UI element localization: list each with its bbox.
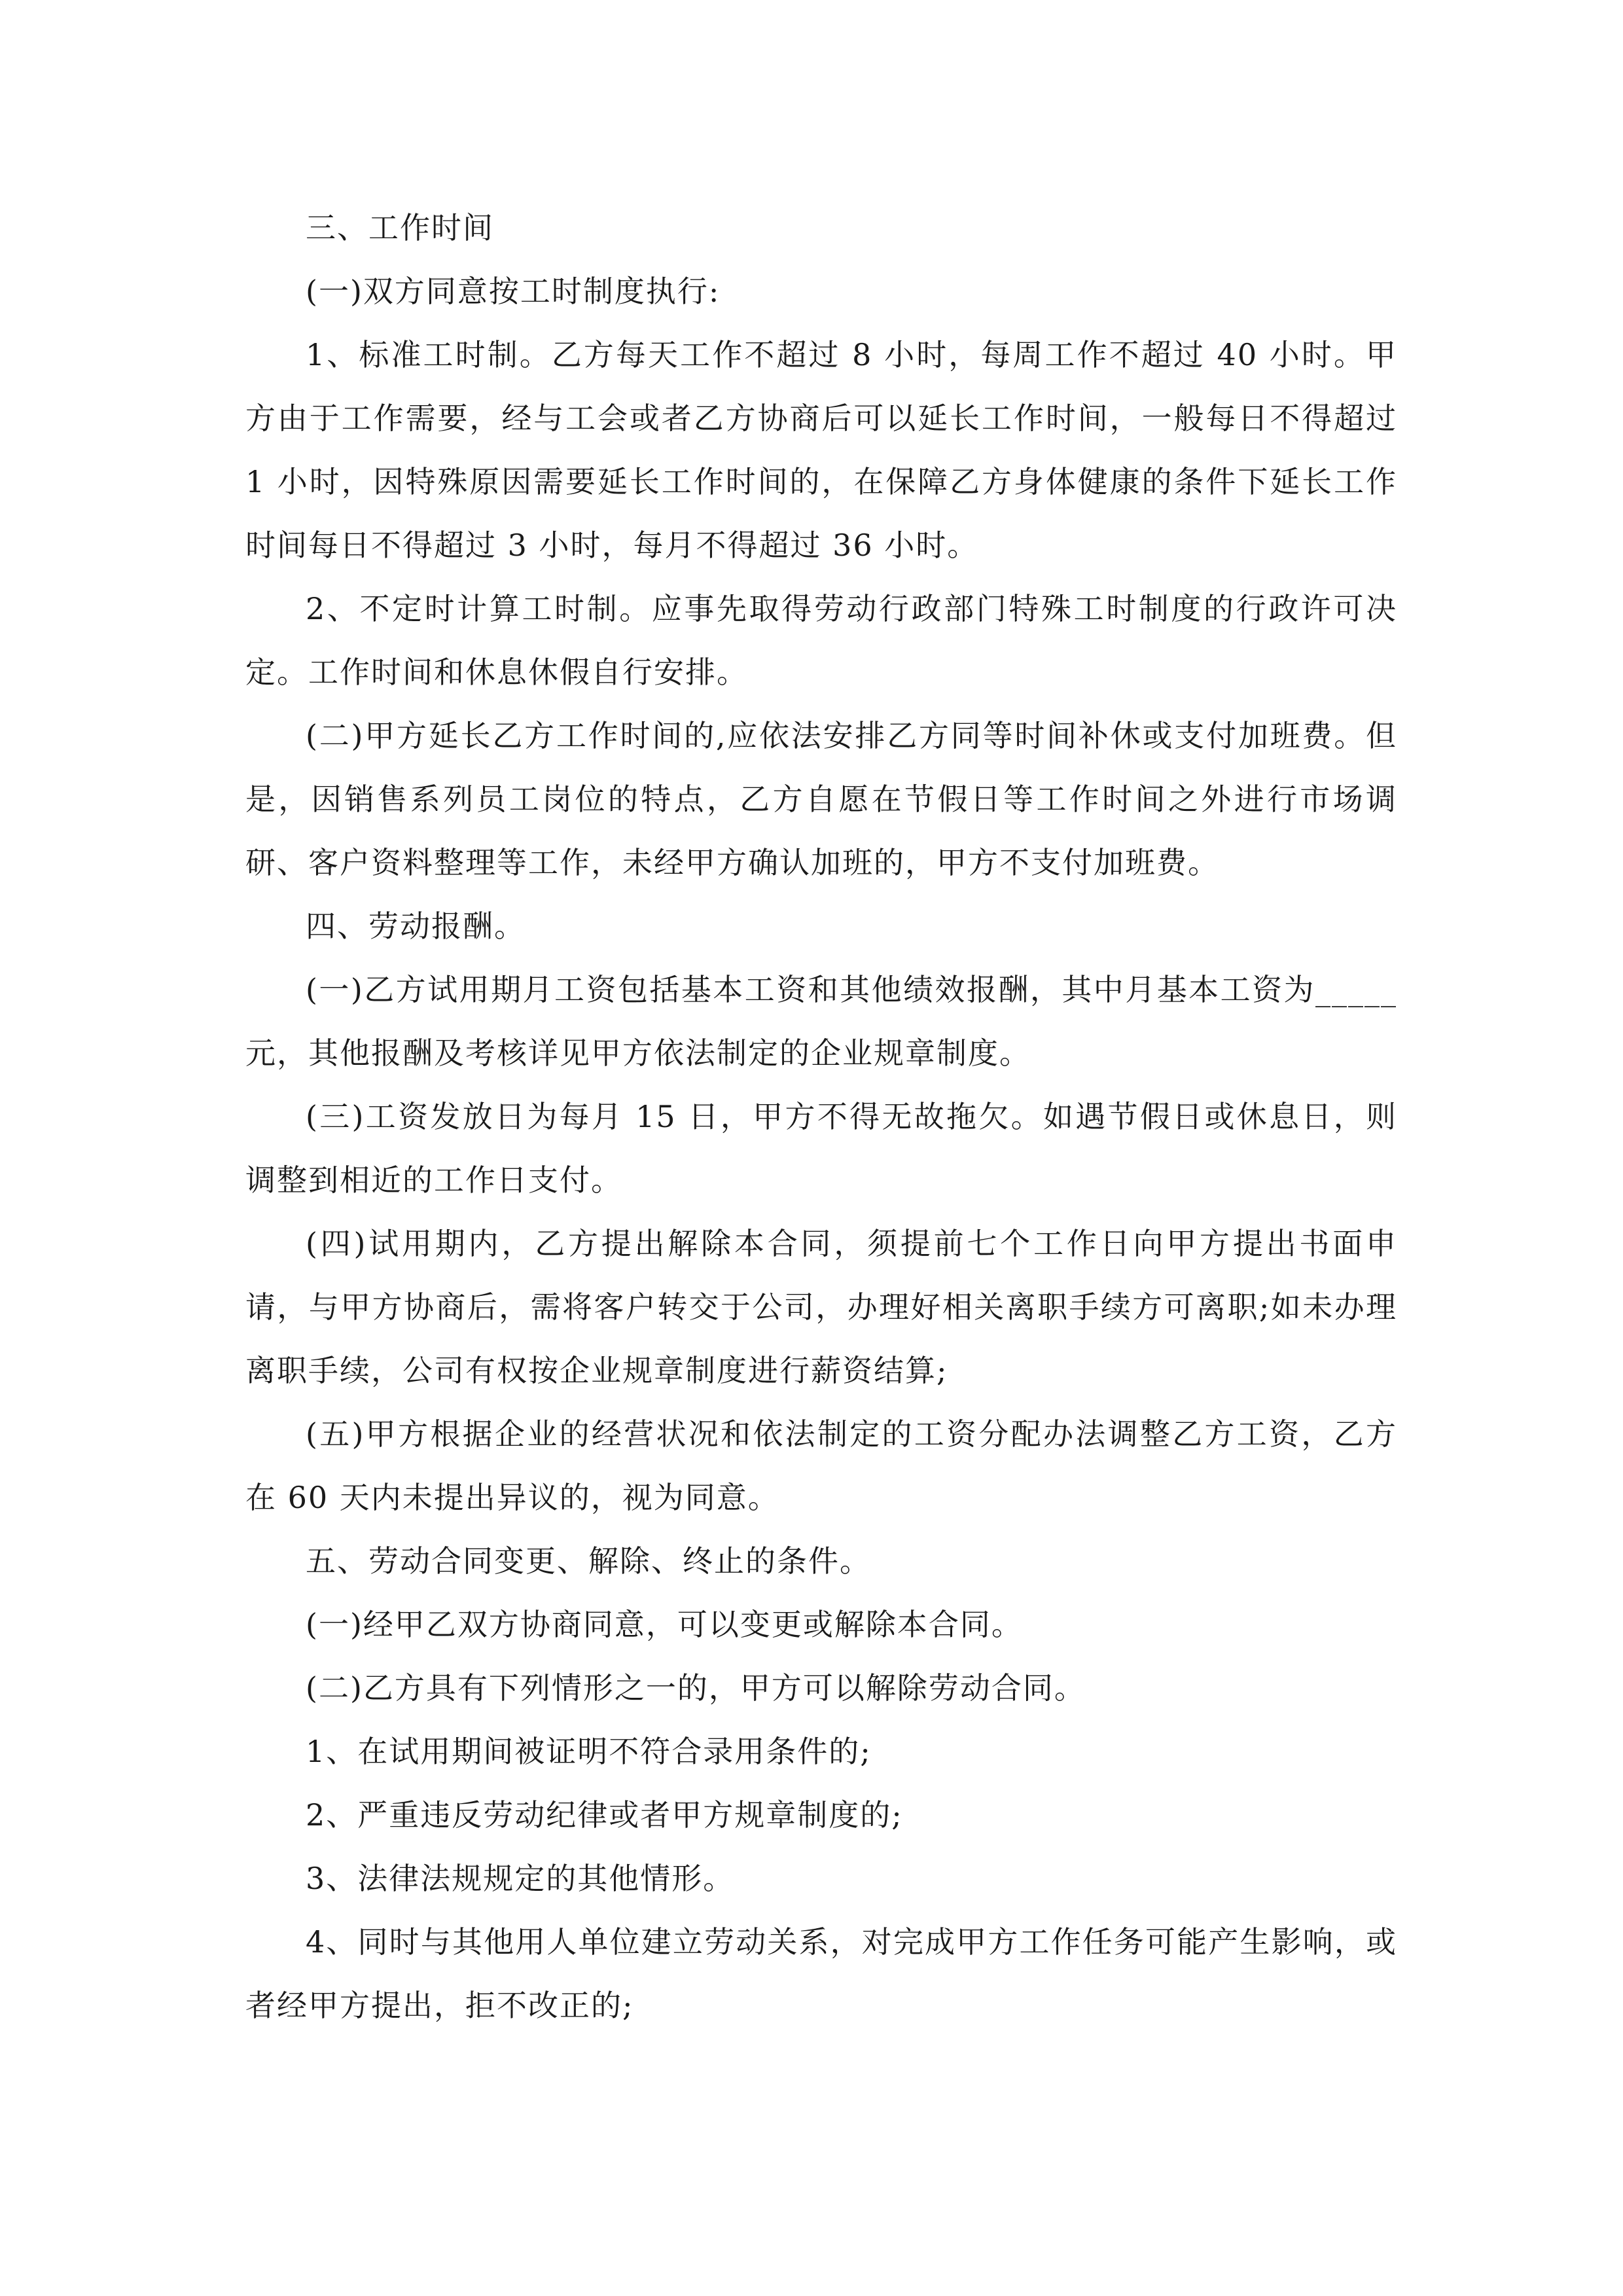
list-item: 4、同时与其他用人单位建立劳动关系，对完成甲方工作任务可能产生影响，或者经甲方提出，拒不改正的; (245, 1924, 1397, 2023)
list-item: 3、法律法规规定的其他情形。 (306, 1861, 735, 1896)
list-item: 2、严重违反劳动纪律或者甲方规章制度的; (306, 1797, 903, 1833)
paragraph: (一)双方同意按工时制度执行: (306, 274, 721, 309)
document-body (245, 196, 1397, 2037)
section-heading-contract-change: 五、劳动合同变更、解除、终止的条件。 (306, 1543, 871, 1579)
section-heading-work-time: 三、工作时间 (306, 210, 494, 245)
paragraph: 1、标准工时制。乙方每天工作不超过 8 小时，每周工作不超过 40 小时。甲方由于工作需要，经与工会或者乙方协商后可以延长工作时间，一般每日不得超过 1 小时，因特殊原因需要延长工作时间的，在保障乙方身体健康的条件下延长工作时间每日不得超过 3 小时，每月不得超过 36 小时。 (245, 337, 1397, 563)
paragraph: (一)乙方试用期月工资包括基本工资和其他绩效报酬，其中月基本工资为_____元，其他报酬及考核详见甲方依法制定的企业规章制度。 (245, 972, 1397, 1071)
list-item: 1、在试用期间被证明不符合录用条件的; (306, 1734, 872, 1769)
paragraph: (二)乙方具有下列情形之一的，甲方可以解除劳动合同。 (306, 1670, 1086, 1706)
paragraph: (三)工资发放日为每月 15 日，甲方不得无故拖欠。如遇节假日或休息日，则调整到相近的工作日支付。 (245, 1099, 1397, 1198)
paragraph: (一)经甲乙双方协商同意，可以变更或解除本合同。 (306, 1607, 1023, 1642)
paragraph: (五)甲方根据企业的经营状况和依法制定的工资分配办法调整乙方工资，乙方在 60 天内未提出异议的，视为同意。 (245, 1416, 1397, 1515)
paragraph: (二)甲方延长乙方工作时间的,应依法安排乙方同等时间补休或支付加班费。但是，因销售系列员工岗位的特点，乙方自愿在节假日等工作时间之外进行市场调研、客户资料整理等工作，未经甲方确认加班的，甲方不支付加班费。 (245, 718, 1397, 880)
section-heading-remuneration: 四、劳动报酬。 (306, 908, 526, 944)
paragraph: 2、不定时计算工时制。应事先取得劳动行政部门特殊工时制度的行政许可决定。工作时间和休息休假自行安排。 (245, 591, 1397, 690)
paragraph: (四)试用期内，乙方提出解除本合同，须提前七个工作日向甲方提出书面申请，与甲方协商后，需将客户转交于公司，办理好相关离职手续方可离职;如未办理离职手续，公司有权按企业规章制度进行薪资结算; (245, 1226, 1397, 1388)
